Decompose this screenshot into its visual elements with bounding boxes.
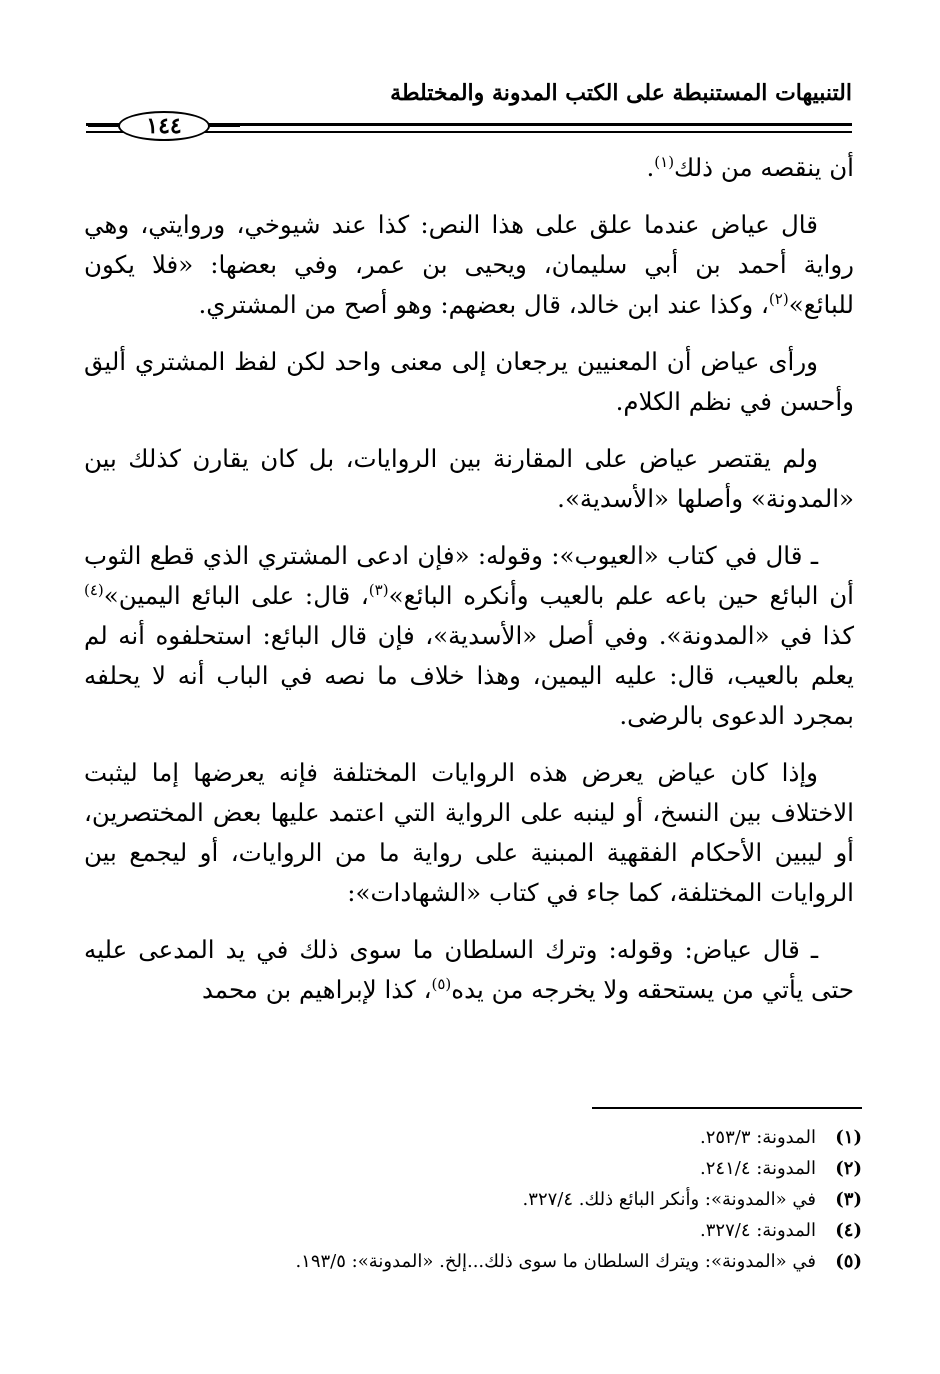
footnote-number: (٣): [835, 1189, 862, 1210]
paragraph-text: وإذا كان عياض يعرض هذه الروايات المختلفة فإنه يعرضها إما ليثبت الاختلاف بين النسخ، أو لينبه على الرواية التي اعتمد عليها بعض المختصرين، أو ليبين الأحكام الفقهية المبنية على رواية ما من الروايات، أو ليجمع بين الروايات المختلفة، كما جاء في كتاب «الشهادات»:: [84, 758, 854, 907]
footnote-item: [82, 1215, 862, 1246]
paragraph-text: .: [646, 153, 655, 182]
footnote-item: [82, 1122, 862, 1153]
footnote-ref[interactable]: (١): [654, 152, 675, 171]
body-text: [84, 148, 854, 1027]
footnote-ref[interactable]: (٢): [768, 289, 789, 308]
footnote-ref[interactable]: (٣): [368, 580, 389, 599]
paragraph-text: ، قال: على البائع اليمين»: [103, 581, 369, 610]
footnote-item: [82, 1246, 862, 1277]
paragraph-text: أن ينقصه من ذلك: [674, 153, 854, 182]
footnote-text: المدونة: ٢٥٣/٣.: [700, 1127, 816, 1148]
footnote-number: (٢): [835, 1158, 862, 1179]
footnote-separator: [592, 1107, 862, 1109]
footnote-text: في «المدونة»: وأنكر البائع ذلك. ٣٢٧/٤.: [522, 1189, 816, 1210]
footnote-text: المدونة: ٢٤١/٤.: [700, 1158, 816, 1179]
paragraph-text: ورأى عياض أن المعنيين يرجعان إلى معنى واحد لكن لفظ المشتري أليق وأحسن في نظم الكلام.: [84, 347, 854, 416]
paragraph: [84, 148, 854, 188]
running-title: التنبيهات المستنبطة على الكتب المدونة والمختلطة: [390, 80, 852, 106]
footnote-item: [82, 1184, 862, 1215]
paragraph: [84, 536, 854, 736]
page-number: ١٤٤: [118, 111, 210, 141]
paragraph-text: قال عياض عندما علق على هذا النص: كذا عند شيوخي، وروايتي، وهي رواية أحمد بن أبي سليمان، ويحيى بن عمر، وفي بعضها: «فلا يكون للبائع»: [84, 210, 854, 319]
footnotes: [82, 1122, 862, 1277]
footnote-item: [82, 1153, 862, 1184]
paragraph-text: ، وكذا عند ابن خالد، قال بعضهم: وهو أصح من المشتري.: [198, 290, 769, 319]
paragraph-text: ، كذا لإبراهيم بن محمد: [201, 975, 432, 1004]
paragraph: [84, 930, 854, 1010]
footnote-ref[interactable]: (٥): [431, 974, 452, 993]
footnote-text: المدونة: ٣٢٧/٤.: [700, 1220, 816, 1241]
footnote-number: (٥): [835, 1251, 862, 1272]
paragraph-text: كذا في «المدونة». وفي أصل «الأسدية»، فإن قال البائع: استحلفوه أنه لم يعلم بالعيب، قال: عليه اليمين، وهذا خلاف ما نصه في الباب أنه لا يحلفه بمجرد الدعوى بالرضى.: [84, 621, 854, 730]
paragraph-text: ـ قال عياض: وقوله: وترك السلطان ما سوى ذلك في يد المدعى عليه حتى يأتي من يستحقه ولا يخرجه من يده: [84, 935, 854, 1004]
paragraph: [84, 205, 854, 325]
paragraph: [84, 439, 854, 519]
footnote-text: في «المدونة»: ويترك السلطان ما سوى ذلك...إلخ. «المدونة»: ١٩٣/٥.: [295, 1251, 816, 1272]
paragraph-text: ـ قال في كتاب «العيوب»: وقوله: «فإن ادعى المشتري الذي قطع الثوب أن البائع حين باعه علم بالعيب وأنكره البائع»: [84, 541, 854, 610]
paragraph: [84, 753, 854, 913]
paragraph: [84, 342, 854, 422]
footnote-number: (٤): [835, 1220, 862, 1241]
paragraph-text: ولم يقتصر عياض على المقارنة بين الروايات، بل كان يقارن كذلك بين «المدونة» وأصلها «الأسدية».: [84, 444, 854, 513]
footnote-ref[interactable]: (٤): [84, 580, 104, 599]
footnote-number: (١): [835, 1127, 862, 1148]
